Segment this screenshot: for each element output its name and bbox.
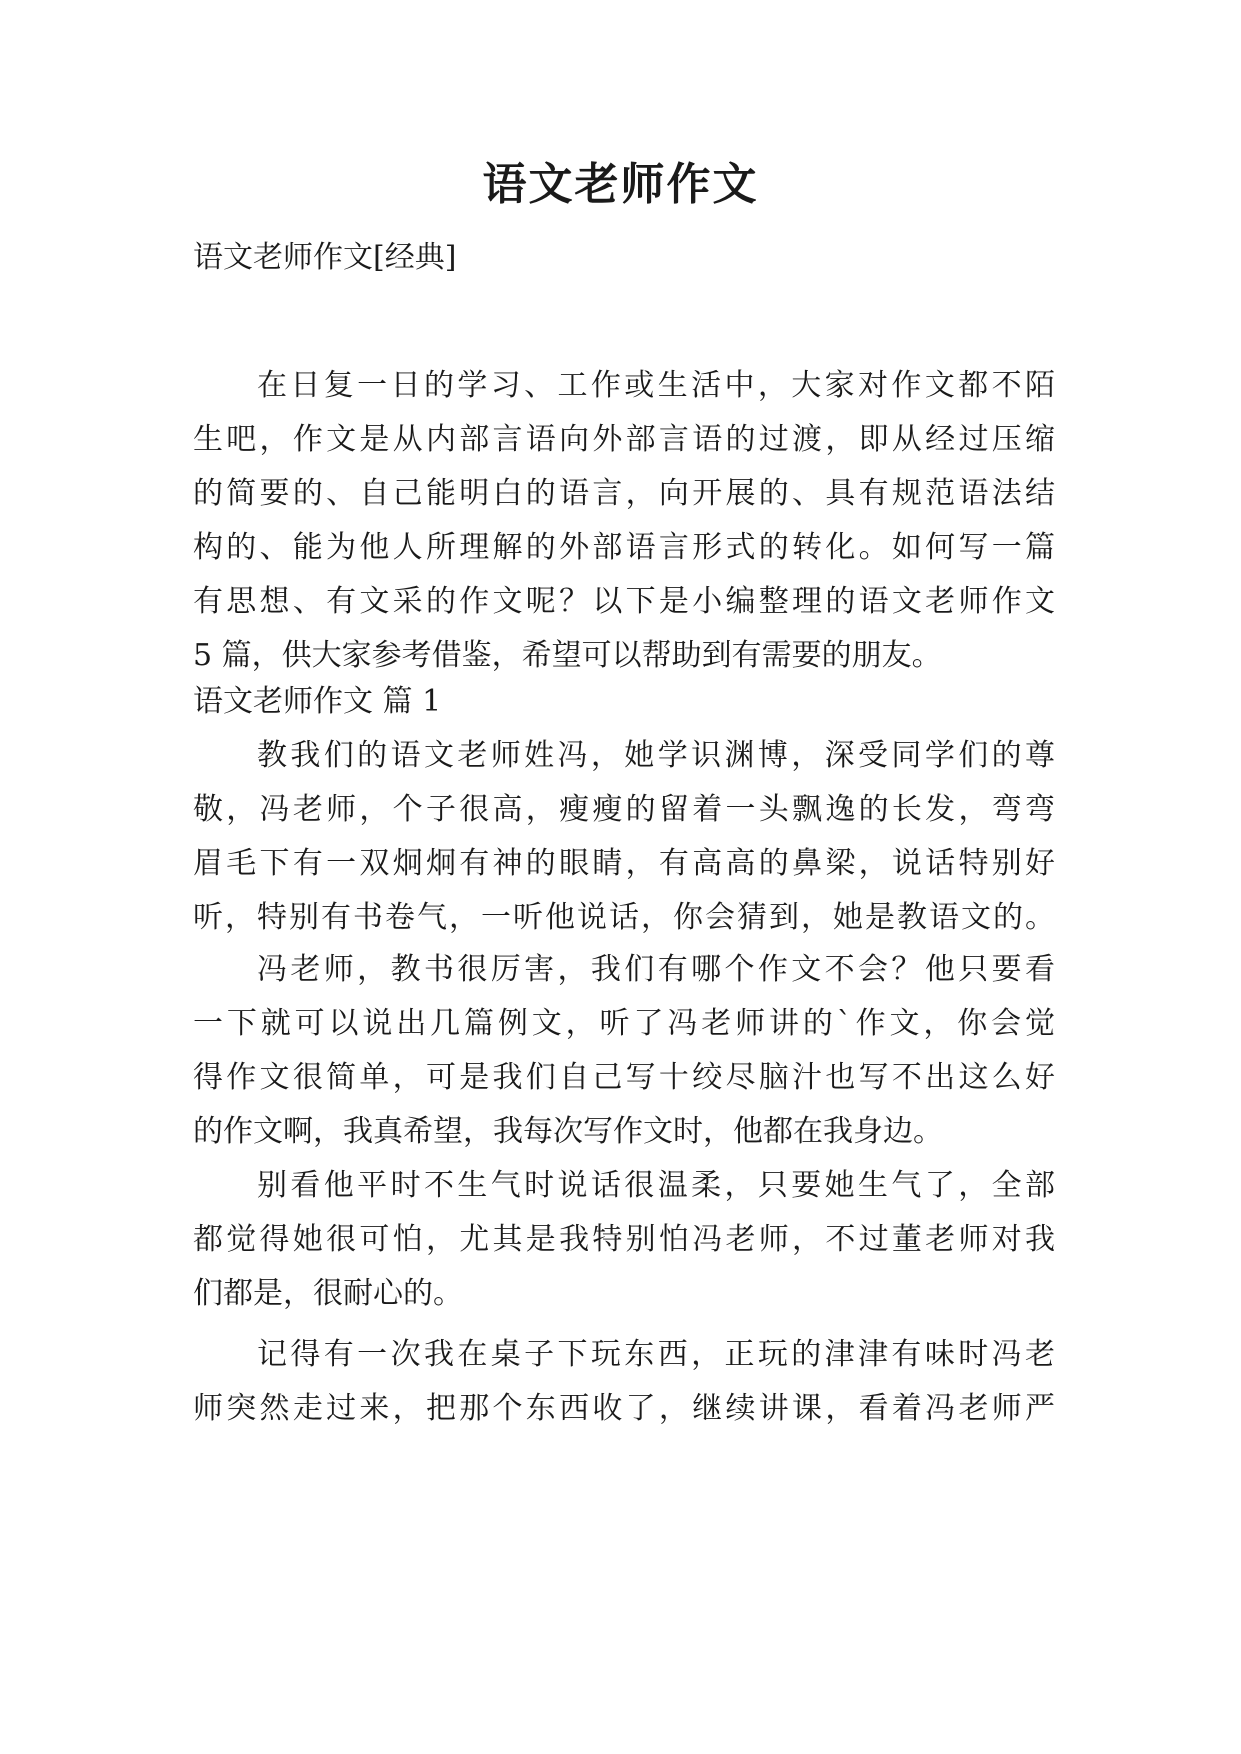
- paragraph-line: 眉毛下有一双炯炯有神的眼睛，有高高的鼻梁，说话特别好: [193, 846, 1055, 881]
- intro-line: 有思想、有文采的作文呢？以下是小编整理的语文老师作文: [193, 584, 1055, 619]
- paragraph-line: 一下就可以说出几篇例文，听了冯老师讲的`作文，你会觉: [193, 1006, 1055, 1041]
- paragraph-line: 别看他平时不生气时说话很温柔，只要她生气了，全部: [257, 1168, 1055, 1203]
- intro-line: 5 篇，供大家参考借鉴，希望可以帮助到有需要的朋友。: [193, 638, 942, 673]
- paragraph-line: 师突然走过来，把那个东西收了，继续讲课，看着冯老师严: [193, 1391, 1055, 1426]
- document-subtitle: 语文老师作文[经典]: [193, 240, 457, 275]
- paragraph-line: 敬，冯老师，个子很高，瘦瘦的留着一头飘逸的长发，弯弯: [193, 792, 1055, 827]
- intro-line: 构的、能为他人所理解的外部语言形式的转化。如何写一篇: [193, 530, 1055, 565]
- paragraph-line: 得作文很简单，可是我们自己写十绞尽脑汁也写不出这么好: [193, 1060, 1055, 1095]
- paragraph-line: 记得有一次我在桌子下玩东西，正玩的津津有味时冯老: [257, 1337, 1055, 1372]
- document-title: 语文老师作文: [482, 159, 759, 210]
- paragraph-line: 教我们的语文老师姓冯，她学识渊博，深受同学们的尊: [257, 738, 1055, 773]
- paragraph-line: 们都是，很耐心的。: [193, 1276, 463, 1311]
- paragraph-line: 都觉得她很可怕，尤其是我特别怕冯老师，不过董老师对我: [193, 1222, 1055, 1257]
- paragraph-line: 冯老师，教书很厉害，我们有哪个作文不会？他只要看: [257, 952, 1055, 987]
- intro-line: 的简要的、自己能明白的语言，向开展的、具有规范语法结: [193, 476, 1055, 511]
- intro-line: 在日复一日的学习、工作或生活中，大家对作文都不陌: [257, 368, 1055, 403]
- paragraph-line: 听，特别有书卷气，一听他说话，你会猜到，她是教语文的。: [193, 900, 1055, 935]
- intro-line: 生吧，作文是从内部言语向外部言语的过渡，即从经过压缩: [193, 422, 1055, 457]
- section-heading: 语文老师作文 篇 1: [193, 684, 442, 719]
- paragraph-line: 的作文啊，我真希望，我每次写作文时，他都在我身边。: [193, 1114, 943, 1149]
